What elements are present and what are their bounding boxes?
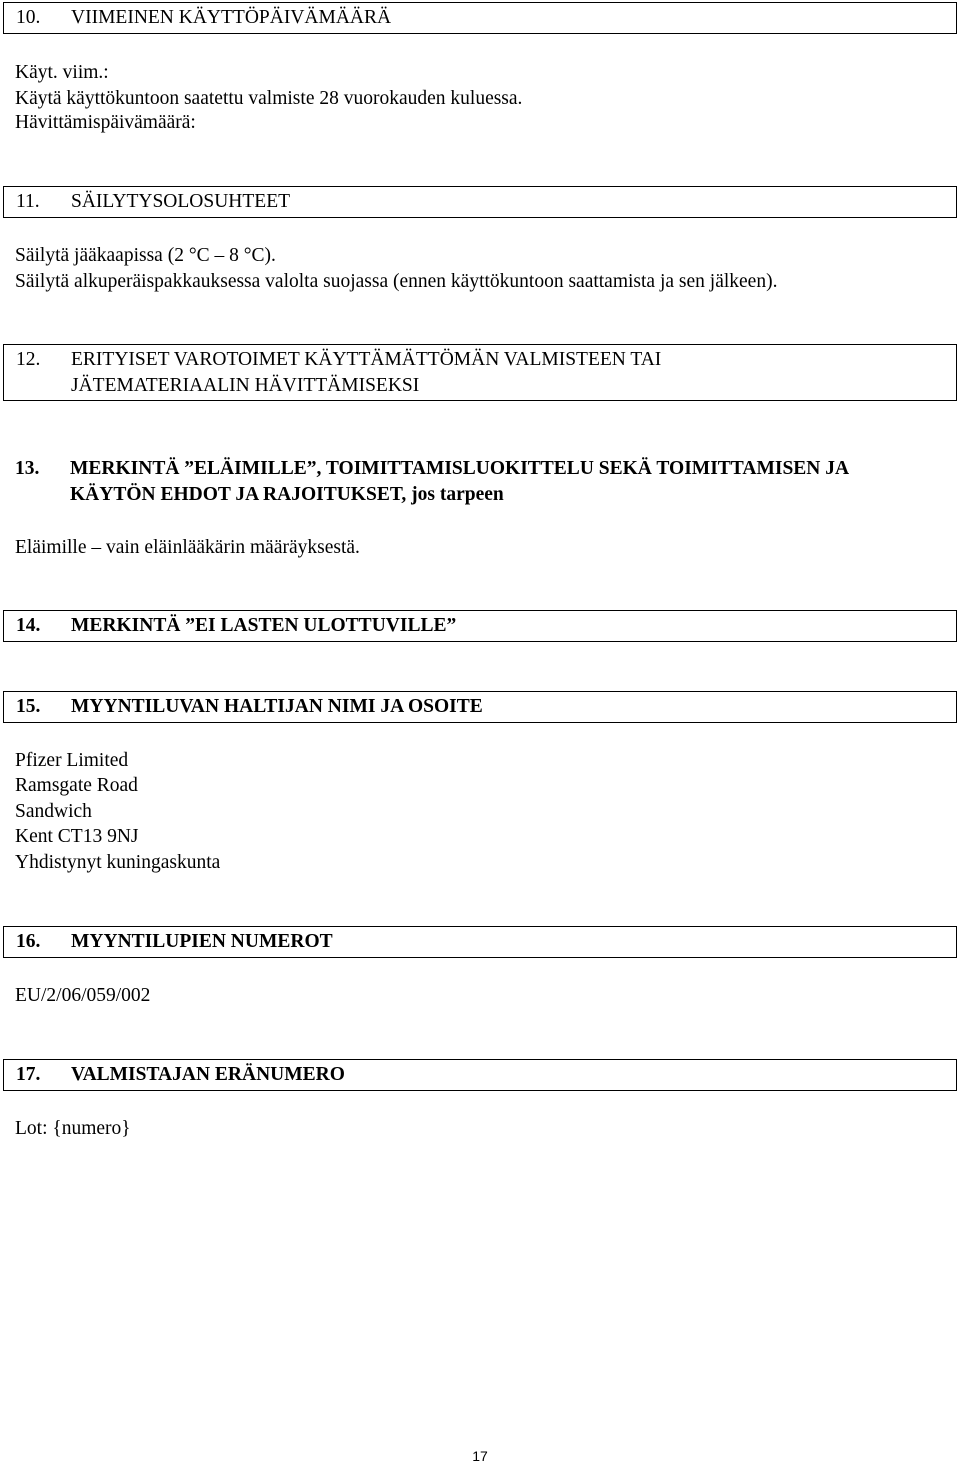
section-title-line-2: JÄTEMATERIAALIN HÄVITTÄMISEKSI xyxy=(71,375,420,396)
section-title-line-2: KÄYTÖN EHDOT JA RAJOITUKSET, jos tarpeen xyxy=(70,484,504,505)
authorisation-number: EU/2/06/059/002 xyxy=(15,985,151,1006)
storage-line-2: Säilytä alkuperäispakkauksessa valolta suojassa (ennen käyttökuntoon saattamista ja sen jälkeen). xyxy=(15,271,778,292)
section-15-header xyxy=(3,691,957,723)
section-number: 16. xyxy=(16,931,41,952)
section-title: MYYNTILUVAN HALTIJAN NIMI JA OSOITE xyxy=(71,696,483,717)
holder-name: Pfizer Limited xyxy=(15,750,129,771)
holder-town: Sandwich xyxy=(15,801,92,822)
disposal-date: Hävittämispäivämäärä: xyxy=(15,112,196,133)
section-number: 11. xyxy=(16,191,40,212)
section-number: 17. xyxy=(16,1064,41,1085)
vet-only-text: Eläimille – vain eläinlääkärin määräyksestä. xyxy=(15,537,360,558)
section-title: VIIMEINEN KÄYTTÖPÄIVÄMÄÄRÄ xyxy=(71,7,392,28)
section-number: 14. xyxy=(16,615,41,636)
section-title: MERKINTÄ ”EI LASTEN ULOTTUVILLE” xyxy=(71,615,457,636)
holder-postcode: Kent CT13 9NJ xyxy=(15,826,139,847)
expiry-text: Käytä käyttökuntoon saatettu valmiste 28 vuorokauden kuluessa. xyxy=(15,88,523,109)
section-number: 12. xyxy=(16,349,41,370)
storage-line-1: Säilytä jääkaapissa (2 °C – 8 °C). xyxy=(15,245,276,266)
section-number: 10. xyxy=(16,7,41,28)
section-title-line-1: ERITYISET VAROTOIMET KÄYTTÄMÄTTÖMÄN VALMISTEEN TAI xyxy=(71,349,662,370)
section-title: VALMISTAJAN ERÄNUMERO xyxy=(71,1064,345,1085)
section-12-header xyxy=(3,344,957,401)
lot-number: Lot: {numero} xyxy=(15,1118,131,1139)
section-14-header xyxy=(3,610,957,642)
section-16-header xyxy=(3,926,957,958)
section-title: MYYNTILUPIEN NUMEROT xyxy=(71,931,333,952)
section-number: 15. xyxy=(16,696,41,717)
section-number: 13. xyxy=(15,458,40,479)
section-title-line-1: MERKINTÄ ”ELÄIMILLE”, TOIMITTAMISLUOKITTELU SEKÄ TOIMITTAMISEN JA xyxy=(70,458,850,479)
section-11-header xyxy=(3,186,957,218)
section-13-header xyxy=(3,454,957,511)
section-17-header xyxy=(3,1059,957,1091)
section-10-header xyxy=(3,2,957,34)
page-number: 17 xyxy=(472,1448,488,1464)
section-title: SÄILYTYSOLOSUHTEET xyxy=(71,191,291,212)
holder-country: Yhdistynyt kuningaskunta xyxy=(15,852,221,873)
expiry-label: Käyt. viim.: xyxy=(15,62,109,83)
holder-street: Ramsgate Road xyxy=(15,775,138,796)
